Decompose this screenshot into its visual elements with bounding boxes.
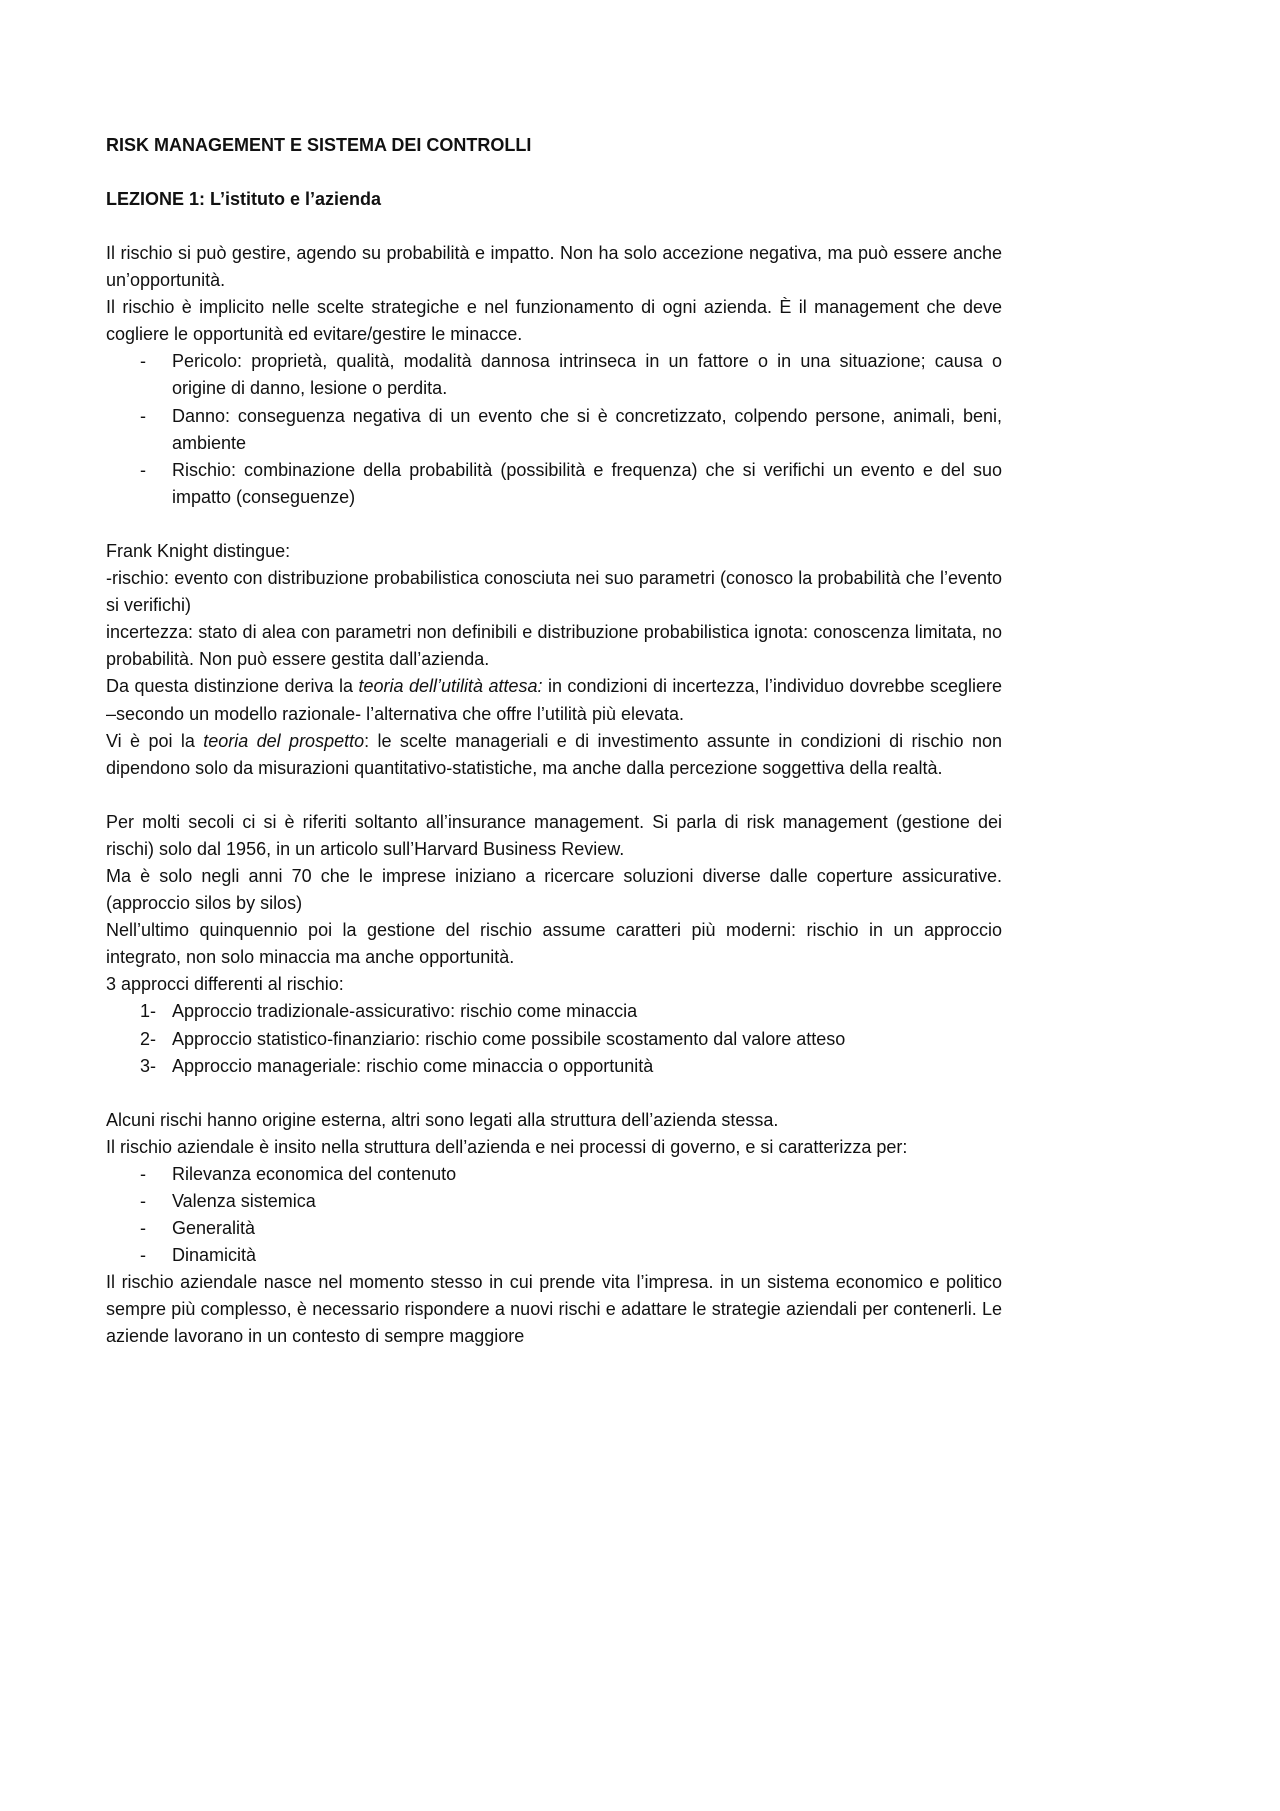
list-number: 1-: [140, 1001, 157, 1022]
list-marker: -: [140, 405, 146, 426]
paragraph-closing: Il rischio aziendale nasce nel momento stesso in cui prende vita l’impresa. in un sistema economico e politico sempre più complesso, è necessario rispondere a nuovi rischi e adattare le strategie aziendali per contenerli. Le aziende lavorano in un contesto di sempre maggiore: [106, 1272, 1002, 1347]
list-marker: -: [140, 459, 146, 480]
list-item: [106, 1161, 1002, 1188]
list-item: [106, 1215, 1002, 1242]
characteristic: Dinamicità: [172, 1245, 257, 1266]
paragraph-prospect-theory: Vi è poi la teoria del prospetto: le scelte manageriali e di investimento assunte in condizioni di rischio non dipendono solo da misurazioni quantitativo-statistiche, ma anche dalla percezione soggettiva della realtà.: [106, 730, 1002, 778]
approach-statistical: Approccio statistico-finanziario: rischio come possibile scostamento dal valore atteso: [172, 1028, 846, 1049]
document-body: [106, 132, 1002, 1351]
lesson-heading: LEZIONE 1: L’istituto e l’azienda: [106, 189, 382, 209]
paragraph-implicit-risk: Il rischio è implicito nelle scelte strategiche e nel funzionamento di ogni azienda. È il management che deve cogliere le opportunità ed evitare/gestire le minacce.: [106, 297, 1002, 345]
characteristic: Rilevanza economica del contenuto: [172, 1163, 457, 1184]
paragraph-characteristics-intro: Il rischio aziendale è insito nella struttura dell’azienda e nei processi di governo, e si caratterizza per:: [106, 1136, 908, 1157]
document-title: RISK MANAGEMENT E SISTEMA DEI CONTROLLI: [106, 135, 532, 155]
knight-rischio: -rischio: evento con distribuzione probabilistica conosciuta nei suo parametri (conosco la probabilità che l’evento si verifichi): [106, 568, 1002, 616]
list-item: [106, 998, 1002, 1025]
characteristic: Generalità: [172, 1218, 256, 1239]
paragraph-history-2: Ma è solo negli anni 70 che le imprese iniziano a ricercare soluzioni diverse dalle coperture assicurative. (approccio silos by silos): [106, 865, 1002, 914]
approach-managerial: Approccio manageriale: rischio come minaccia o opportunità: [172, 1055, 654, 1076]
definition-danno: Danno: conseguenza negativa di un evento che si è concretizzato, colpendo persone, animali, beni, ambiente: [172, 405, 1002, 453]
list-item: [106, 1026, 1002, 1053]
list-marker: -: [140, 351, 146, 372]
list-item: [106, 1188, 1002, 1215]
paragraph-origin: Alcuni rischi hanno origine esterna, altri sono legati alla struttura dell’azienda stessa.: [106, 1109, 779, 1130]
paragraph-intro: Il rischio si può gestire, agendo su probabilità e impatto. Non ha solo accezione negativa, ma può essere anche un’opportunità.: [106, 243, 1002, 291]
list-item: [106, 457, 1002, 511]
utility-theory-term: teoria dell’utilità attesa:: [358, 676, 543, 697]
definition-pericolo: Pericolo: proprietà, qualità, modalità dannosa intrinseca in un fattore o in una situazione; causa o origine di danno, lesione o perdita.: [172, 351, 1002, 399]
list-marker: -: [140, 1163, 146, 1184]
list-item: [106, 403, 1002, 457]
paragraph-history-1: Per molti secoli ci si è riferiti soltanto all’insurance management. Si parla di risk management (gestione dei rischi) solo dal 1956, in un articolo sull’Harvard Business Review.: [106, 811, 1002, 859]
definition-rischio: Rischio: combinazione della probabilità (possibilità e frequenza) che si verifichi un evento e del suo impatto (conseguenze): [172, 459, 1002, 507]
list-item: [106, 1242, 1002, 1269]
paragraph-utility-theory: Da questa distinzione deriva la teoria dell’utilità attesa: in condizioni di incertezza, l’individuo dovrebbe scegliere –secondo un modello razionale- l’alternativa che offre l’utilità più elevata.: [106, 676, 1002, 724]
list-marker: -: [140, 1245, 146, 1266]
prospect-theory-term: teoria del prospetto: [203, 730, 365, 751]
approach-traditional: Approccio tradizionale-assicurativo: rischio come minaccia: [172, 1001, 638, 1022]
characteristic: Valenza sistemica: [172, 1191, 316, 1211]
list-marker: -: [140, 1218, 146, 1239]
list-number: 2-: [140, 1028, 157, 1049]
list-item: [106, 348, 1002, 402]
list-marker: -: [140, 1191, 146, 1211]
list-item: [106, 1053, 1002, 1080]
knight-intro: Frank Knight distingue:: [106, 540, 291, 561]
paragraph-history-3: Nell’ultimo quinquennio poi la gestione del rischio assume caratteri più moderni: rischio in un approccio integrato, non solo minaccia ma anche opportunità.: [106, 920, 1002, 968]
approaches-intro: 3 approcci differenti al rischio:: [106, 974, 344, 995]
knight-incertezza: incertezza: stato di alea con parametri non definibili e distribuzione probabilistica ignota: conoscenza limitata, no probabilità. Non può essere gestita dall’azienda.: [106, 622, 1002, 670]
list-number: 3-: [140, 1055, 157, 1076]
